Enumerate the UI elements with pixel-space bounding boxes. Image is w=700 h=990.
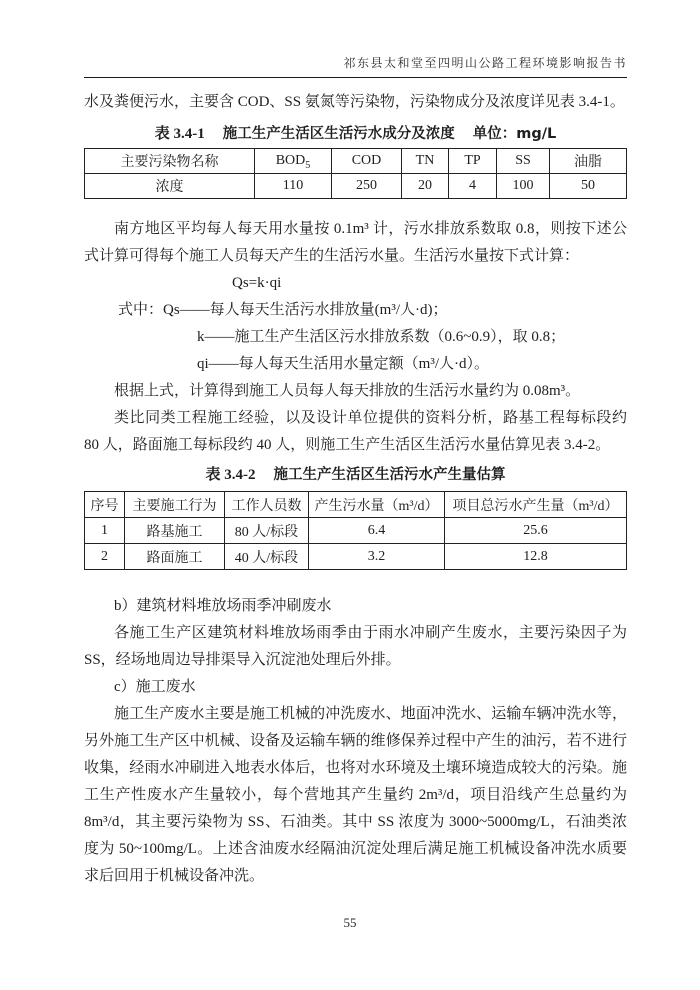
paragraph-result: 根据上式，计算得到施工人员每人每天排放的生活污水量约为 0.08m³。 <box>114 383 581 399</box>
table-header-row <box>85 492 627 518</box>
table2-caption <box>84 463 627 487</box>
header-cell-bod: $BOD_5$ <box>255 149 332 174</box>
value-cell: 3.2 <box>309 544 445 570</box>
value-cell: 路基施工 <box>125 518 225 544</box>
table2-caption-label: 表 3.4-2 <box>205 467 256 483</box>
paragraph-intro: 水及粪便污水，主要含 COD、SS 氨氮等污染物，污染物成分及浓度详见表 3.4-1。 <box>84 94 625 110</box>
page-number: 55 <box>343 915 357 930</box>
header-cell: 油脂 <box>550 149 627 174</box>
value-cell: 110 <box>255 174 332 199</box>
section-c-heading: c）施工废水 <box>114 679 196 695</box>
content-area <box>84 54 627 890</box>
header-cell: 序号 <box>85 492 125 518</box>
sewage-estimate-table <box>84 491 627 570</box>
section-b-heading: b）建筑材料堆放场雨季冲刷废水 <box>114 598 332 614</box>
value-cell: 250 <box>332 174 402 199</box>
paragraph-c-body: 施工生产废水主要是施工机械的冲洗废水、地面冲洗水、运输车辆冲洗水等，另外施工生产区中机械、设备及运输车辆的维修保养过程中产生的油污，若不进行收集，经雨水冲刷进入地表水体后，也将对水环境及土壤环境造成较大的污染。施工生产性废水产生量较小，每个营地其产生量约 2m³/d，项目沿线产生总量约为 8m³/d，其主要污染物为 SS、石油类。其中 SS 浓度为 3000~5000mg/L，石油类浓度为 50~100mg/L。上述含油废水经隔油沉淀处理后满足施工机械设备冲洗水质要求后回用于机械设备冲洗。 <box>84 706 627 884</box>
table-row <box>85 544 627 570</box>
value-cell: 2 <box>85 544 125 570</box>
value-cell: 50 <box>550 174 627 199</box>
table1-caption-title: 施工生产生活区生活污水成分及浓度 <box>222 126 455 142</box>
page-header <box>84 54 627 78</box>
value-cell: 4 <box>449 174 497 199</box>
table-row <box>85 518 627 544</box>
header-title: 祁东县太和堂至四明山公路工程环境影响报告书 <box>343 56 627 70</box>
paragraph-analogy: 类比同类工程施工经验，以及设计单位提供的资料分析，路基工程每标段约 80 人，路面施工每标段约 40 人，则施工生产生活区生活污水量估算见表 3.4-2。 <box>84 410 627 453</box>
header-cell: 项目总污水产生量（m³/d） <box>445 492 627 518</box>
row-label-cell: 浓度 <box>85 174 255 199</box>
value-cell: 路面施工 <box>125 544 225 570</box>
header-cell: 产生污水量（m³/d） <box>309 492 445 518</box>
header-cell: TN <box>402 149 449 174</box>
paragraph-b-body: 各施工生产区建筑材料堆放场雨季由于雨水冲刷产生废水，主要污染因子为 SS，经场地周边导排渠导入沉淀池处理后外排。 <box>84 625 627 668</box>
header-cell: 工作人员数 <box>225 492 309 518</box>
header-cell: SS <box>497 149 550 174</box>
header-cell: TP <box>449 149 497 174</box>
pollutant-concentration-table <box>84 148 627 199</box>
formula-where-qs: 式中：Qs——每人每天生活污水排放量(m³/人·d)； <box>118 302 448 318</box>
header-cell: 主要施工行为 <box>125 492 225 518</box>
table-row <box>85 174 627 199</box>
table1-caption <box>84 122 627 146</box>
formula-where-qi: qi——每人每天生活用水量定额（m³/人·d）。 <box>197 356 489 372</box>
table1-caption-label: 表 3.4-1 <box>154 126 205 142</box>
value-cell: 20 <box>402 174 449 199</box>
table2-caption-title: 施工生产生活区生活污水产生量估算 <box>273 467 506 483</box>
paragraph-water-usage: 南方地区平均每人每天用水量按 0.1m³ 计，污水排放系数取 0.8，则按下述公式计算可得每个施工人员每天产生的生活污水量。生活污水量按下式计算： <box>84 221 627 264</box>
value-cell: 100 <box>497 174 550 199</box>
value-cell: 40 人/标段 <box>225 544 309 570</box>
value-cell: 6.4 <box>309 518 445 544</box>
value-cell: 12.8 <box>445 544 627 570</box>
formula-equation: Qs=k·qi <box>232 275 282 291</box>
header-cell: COD <box>332 149 402 174</box>
table1-caption-unit: 单位：mg/L <box>472 126 557 142</box>
value-cell: 25.6 <box>445 518 627 544</box>
header-cell: 主要污染物名称 <box>85 149 255 174</box>
value-cell: 1 <box>85 518 125 544</box>
formula-where-k: k——施工生产生活区污水排放系数（0.6~0.9），取 0.8； <box>197 329 566 345</box>
value-cell: 80 人/标段 <box>225 518 309 544</box>
table-header-row <box>85 149 627 174</box>
